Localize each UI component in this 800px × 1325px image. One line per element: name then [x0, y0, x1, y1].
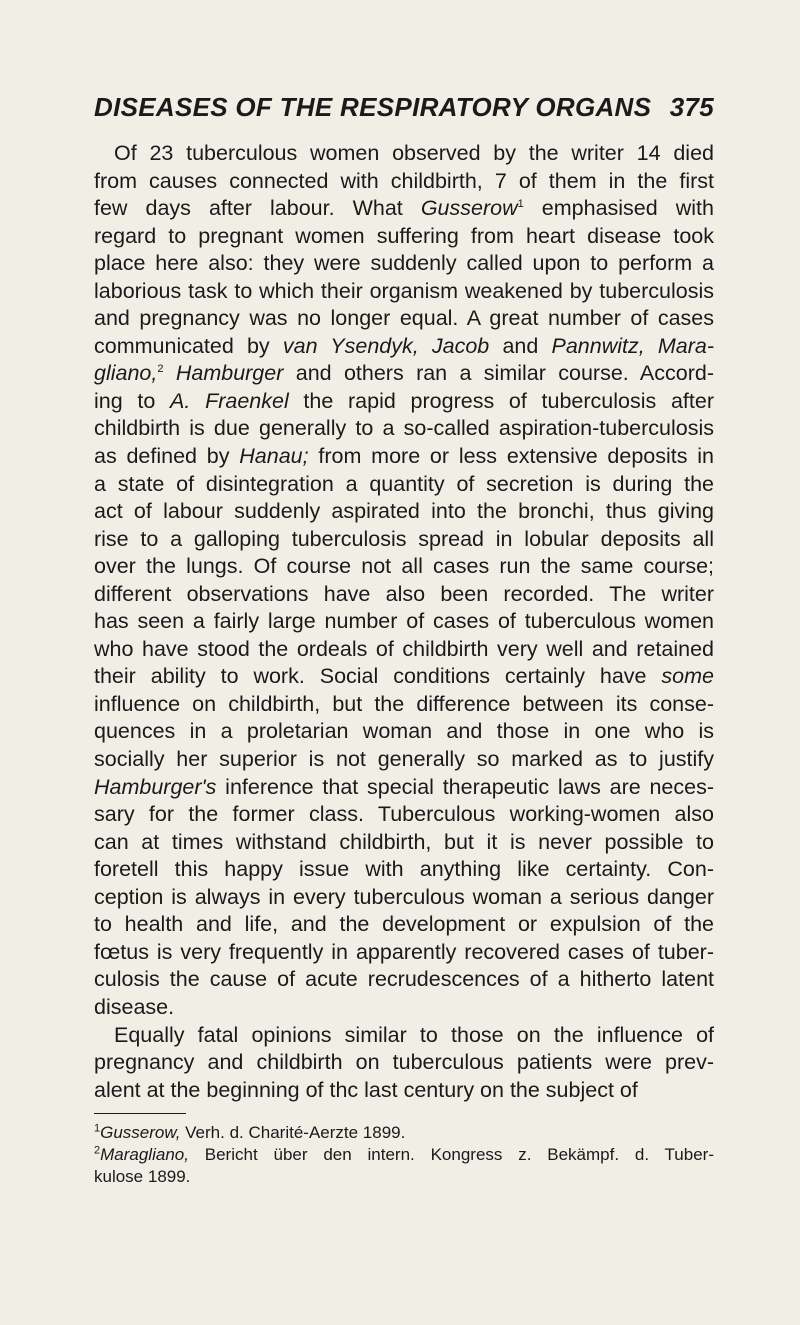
italic-name: Hamburger's [94, 774, 217, 799]
text-run: and others ran a similar course. Accord- [283, 361, 714, 386]
text-run: Bericht über den intern. Kongress z. Bekämpf. d. Tuber- [188, 1145, 714, 1164]
text-run: inference that special therapeutic laws are neces- [216, 774, 714, 799]
footnote-line [94, 1122, 714, 1144]
text-run: laborious task to which their organism weakened by tuberculosis [94, 278, 714, 303]
text-line [94, 553, 714, 581]
text-run: regard to pregnant women suffering from heart disease took [94, 223, 714, 248]
text-line [94, 443, 714, 471]
text-run: emphasised with [523, 196, 714, 221]
footnote-marker: 2 [94, 1144, 101, 1157]
footnote-line [94, 1144, 714, 1166]
text-line [94, 746, 714, 774]
text-line [94, 223, 714, 251]
text-line [94, 581, 714, 609]
text-line [94, 360, 714, 388]
body-text [94, 140, 714, 1104]
text-line [94, 663, 714, 691]
text-run: over the lungs. Of course not all cases run the same course; [94, 554, 714, 579]
text-line [94, 415, 714, 443]
text-line [94, 471, 714, 499]
italic-name: some [661, 664, 714, 689]
italic-name: Gusserow [420, 196, 518, 221]
text-run: socially her superior is not generally so marked as to justify [94, 747, 714, 772]
text-run: communicated by [94, 333, 283, 358]
text-line [94, 608, 714, 636]
text-line [94, 691, 714, 719]
text-run: as defined by [94, 444, 240, 469]
text-run: Verh. d. Charité-Aerzte 1899. [180, 1123, 406, 1142]
text-run: has seen a fairly large number of cases of tuberculous women [94, 609, 714, 634]
text-run: influence on childbirth, but the difference between its conse- [94, 691, 714, 716]
text-run: kulose 1899. [94, 1167, 191, 1186]
text-line [94, 994, 714, 1022]
italic-name: Gusserow, [100, 1123, 181, 1142]
text-run: place here also: they were suddenly called upon to perform a [94, 251, 714, 276]
text-run: quences in a proletarian woman and those in one who is [94, 719, 714, 744]
text-line [94, 884, 714, 912]
text-line [94, 1049, 714, 1077]
footnote-marker: 2 [157, 363, 164, 376]
italic-name: gliano, [94, 361, 158, 386]
running-header [94, 92, 714, 123]
text-run: culosis the cause of acute recrudescences of a hitherto latent [94, 967, 714, 992]
page-number: 375 [669, 92, 714, 122]
text-line [94, 140, 714, 168]
text-line [94, 774, 714, 802]
text-line [94, 1022, 714, 1050]
text-run: to health and life, and the development or expulsion of the [94, 912, 714, 937]
text-run: ception is always in every tuberculous woman a serious danger [94, 884, 714, 909]
text-run: sary for the former class. Tuberculous working-women also [94, 802, 714, 827]
text-line [94, 718, 714, 746]
text-run: childbirth is due generally to a so-called aspiration-tuberculosis [94, 416, 714, 441]
footnote-marker: 1 [517, 197, 524, 210]
text-run: can at times withstand childbirth, but it is never possible to [94, 829, 714, 854]
text-line [94, 939, 714, 967]
text-run: few days after labour. What [94, 196, 421, 221]
text-line [94, 1077, 714, 1105]
text-run [163, 361, 175, 385]
text-run: a state of disintegration a quantity of secretion is during the [94, 471, 714, 496]
text-run: alent at the beginning of thc last century on the subject of [94, 1077, 638, 1102]
text-line [94, 305, 714, 333]
text-run: rise to a galloping tuberculosis spread in lobular deposits all [94, 526, 714, 551]
text-run: fœtus is very frequently in apparently recovered cases of tuber- [94, 939, 714, 964]
text-line [94, 388, 714, 416]
footnote-marker: 1 [94, 1122, 101, 1135]
italic-name: Maragliano, [100, 1145, 189, 1164]
text-line [94, 636, 714, 664]
italic-name: Pannwitz, Mara- [551, 333, 715, 358]
footnote-line [94, 1166, 714, 1188]
italic-name: van Ysendyk, Jacob [282, 333, 490, 358]
text-run: from causes connected with childbirth, 7 of them in the first [94, 168, 714, 193]
text-run: ing to [94, 388, 171, 413]
italic-name: Hamburger [175, 361, 284, 386]
text-run: and [489, 333, 552, 358]
text-run: from more or less extensive deposits in [308, 444, 715, 469]
text-line [94, 801, 714, 829]
text-run: who have stood the ordeals of childbirth very well and retained [94, 636, 714, 661]
text-line [94, 278, 714, 306]
text-line [94, 250, 714, 278]
text-run: Equally fatal opinions similar to those on the influence of [114, 1022, 714, 1047]
text-run: Of 23 tuberculous women observed by the writer 14 died [114, 141, 714, 165]
running-header-title: DISEASES OF THE RESPIRATORY ORGANS [94, 92, 652, 122]
text-line [94, 856, 714, 884]
text-line [94, 829, 714, 857]
text-run: and pregnancy was no longer equal. A great number of cases [94, 306, 714, 331]
text-line [94, 966, 714, 994]
text-run: pregnancy and childbirth on tuberculous patients were prev- [94, 1050, 714, 1075]
italic-name: Hanau; [239, 444, 309, 469]
text-run: the rapid progress of tuberculosis after [288, 388, 714, 413]
text-line [94, 168, 714, 196]
footnote-rule [94, 1113, 186, 1114]
text-line [94, 498, 714, 526]
text-run: different observations have also been recorded. The writer [94, 581, 714, 606]
text-line [94, 526, 714, 554]
text-run: foretell this happy issue with anything like certainty. Con- [94, 857, 714, 882]
text-line [94, 195, 714, 223]
text-run: act of labour suddenly aspirated into the bronchi, thus giving [94, 499, 714, 524]
italic-name: A. Fraenkel [170, 388, 289, 413]
text-line [94, 911, 714, 939]
footnotes [94, 1122, 714, 1188]
text-line [94, 333, 714, 361]
text-run: disease. [94, 994, 175, 1019]
text-run: their ability to work. Social conditions certainly have [94, 664, 662, 689]
